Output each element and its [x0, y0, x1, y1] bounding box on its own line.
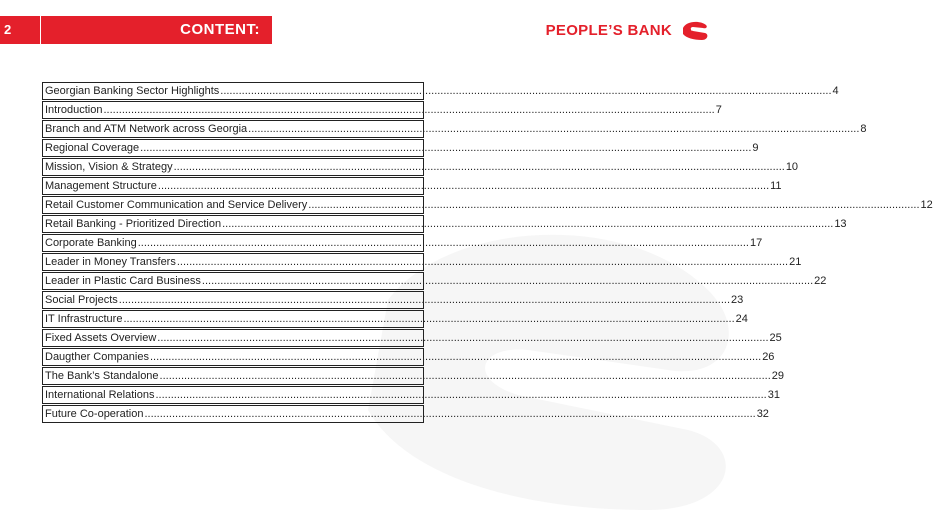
table-of-contents [42, 82, 933, 424]
toc-entry-title: Future Co-operation [45, 408, 144, 420]
toc-entry-title: Leader in Plastic Card Business [45, 275, 201, 287]
toc-entry-page: 12 [920, 199, 933, 211]
brand [546, 18, 710, 42]
toc-entry[interactable] [42, 272, 827, 290]
toc-entry[interactable] [42, 158, 799, 176]
toc-entry-page: 11 [770, 180, 782, 192]
toc-dot-leader: ........................................................................................................................................................................................................ [308, 199, 920, 211]
toc-entry[interactable] [42, 367, 785, 385]
toc-dot-leader: ........................................................................................................................................................................................................ [248, 123, 860, 135]
toc-entry-page: 13 [834, 218, 847, 230]
toc-entry[interactable] [42, 215, 847, 233]
toc-entry[interactable] [42, 253, 802, 271]
toc-entry-page: 4 [832, 85, 839, 97]
toc-entry[interactable] [42, 234, 763, 252]
toc-entry-page: 25 [769, 332, 782, 344]
toc-dot-leader: ........................................................................................................................................................................................................ [176, 256, 789, 268]
toc-entry-title: Mission, Vision & Strategy [45, 161, 173, 173]
toc-dot-leader: ........................................................................................................................................................................................................ [140, 142, 752, 154]
toc-entry-page: 7 [715, 104, 722, 116]
page-number: 2 [4, 22, 12, 37]
toc-entry-page: 22 [814, 275, 827, 287]
toc-entry[interactable] [42, 310, 748, 328]
toc-dot-leader: ........................................................................................................................................................................................................ [220, 85, 832, 97]
toc-dot-leader: ........................................................................................................................................................................................................ [222, 218, 834, 230]
toc-entry[interactable] [42, 82, 839, 100]
toc-entry[interactable] [42, 139, 759, 157]
toc-entry-page: 10 [785, 161, 799, 173]
toc-entry-page: 32 [756, 408, 769, 420]
toc-entry-title: Regional Coverage [45, 142, 140, 154]
toc-entry-title: Social Projects [45, 294, 118, 306]
toc-entry-page: 26 [762, 351, 775, 363]
toc-entry-title: Introduction [45, 104, 103, 116]
toc-entry-title: The Bank’s Standalone [45, 370, 159, 382]
toc-entry-page: 8 [860, 123, 867, 135]
toc-dot-leader: ........................................................................................................................................................................................................ [173, 161, 785, 173]
toc-entry[interactable] [42, 405, 769, 423]
toc-entry[interactable] [42, 196, 933, 214]
toc-entry[interactable] [42, 101, 722, 119]
toc-entry-title: Leader in Money Transfers [45, 256, 176, 268]
peoples-bank-logo-icon [680, 19, 710, 41]
brand-name: PEOPLE’S BANK [545, 21, 672, 39]
toc-entry-title: Daugther Companies [45, 351, 149, 363]
toc-entry-title: Corporate Banking [45, 237, 137, 249]
toc-entry-title: International Relations [45, 389, 155, 401]
toc-entry[interactable] [42, 291, 744, 309]
toc-entry-page: 9 [752, 142, 759, 154]
toc-entry-title: Management Structure [45, 180, 157, 192]
toc-entry-page: 23 [731, 294, 744, 306]
toc-entry-page: 24 [735, 313, 748, 325]
toc-entry-page: 31 [767, 389, 780, 401]
toc-entry[interactable] [42, 386, 780, 404]
toc-dot-leader: ........................................................................................................................................................................................................ [157, 332, 769, 344]
page-title: CONTENT: [180, 21, 260, 38]
toc-dot-leader: ........................................................................................................................................................................................................ [155, 389, 767, 401]
toc-dot-leader: ........................................................................................................................................................................................................ [137, 237, 749, 249]
toc-dot-leader: ........................................................................................................................................................................................................ [144, 408, 756, 420]
toc-entry-page: 29 [771, 370, 785, 382]
toc-dot-leader: ........................................................................................................................................................................................................ [103, 104, 715, 116]
toc-dot-leader: ........................................................................................................................................................................................................ [123, 313, 735, 325]
toc-entry-title: Retail Banking - Prioritized Direction [45, 218, 222, 230]
toc-dot-leader: ........................................................................................................................................................................................................ [157, 180, 770, 192]
toc-dot-leader: ........................................................................................................................................................................................................ [118, 294, 730, 306]
toc-entry[interactable] [42, 329, 782, 347]
toc-entry-title: Georgian Banking Sector Highlights [45, 85, 220, 97]
header-bar [0, 16, 272, 44]
toc-entry-page: 17 [749, 237, 763, 249]
toc-entry[interactable] [42, 120, 867, 138]
toc-entry-page: 21 [789, 256, 802, 268]
toc-entry-title: IT Infrastructure [45, 313, 123, 325]
toc-entry-title: Branch and ATM Network across Georgia [45, 123, 248, 135]
toc-entry[interactable] [42, 177, 782, 195]
toc-entry-title: Retail Customer Communication and Service Delivery [45, 199, 308, 211]
toc-dot-leader: ........................................................................................................................................................................................................ [159, 370, 771, 382]
toc-entry[interactable] [42, 348, 775, 366]
toc-entry-title: Fixed Assets Overview [45, 332, 157, 344]
toc-dot-leader: ........................................................................................................................................................................................................ [201, 275, 814, 287]
toc-dot-leader: ........................................................................................................................................................................................................ [149, 351, 762, 363]
